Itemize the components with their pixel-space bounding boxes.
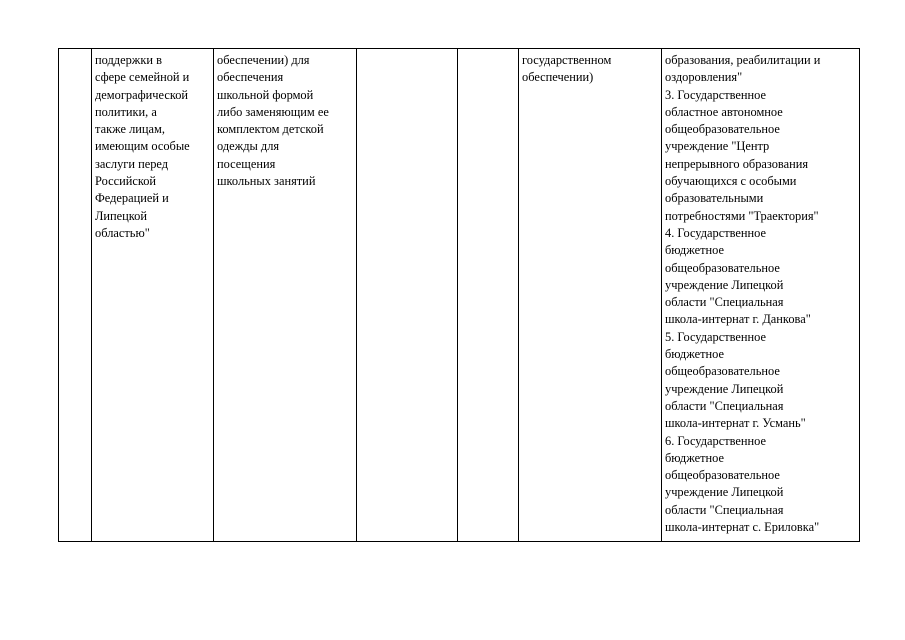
table-row bbox=[59, 49, 860, 542]
cell-line: сфере семейной и bbox=[95, 70, 190, 85]
cell-line: одежды для bbox=[217, 139, 280, 154]
cell-line: 3. Государственное bbox=[665, 87, 767, 102]
cell-line: области "Специальная bbox=[665, 502, 784, 517]
cell-line: государственном bbox=[522, 53, 612, 67]
cell-line: образовательными bbox=[665, 191, 764, 206]
cell-line: учреждение Липецкой bbox=[665, 277, 784, 292]
cell-line: посещения bbox=[217, 156, 276, 171]
cell-col1 bbox=[59, 49, 92, 542]
cell-line: Липецкой bbox=[95, 208, 148, 223]
cell-line: 4. Государственное bbox=[665, 225, 767, 240]
cell-line: демографической bbox=[95, 87, 189, 102]
cell-line: комплектом детской bbox=[217, 122, 324, 137]
cell-line: бюджетное bbox=[665, 450, 725, 465]
cell-line: общеобразовательное bbox=[665, 260, 780, 275]
cell-line: учреждение Липецкой bbox=[665, 381, 784, 396]
cell-line: области "Специальная bbox=[665, 295, 784, 310]
cell-line: политики, а bbox=[95, 104, 157, 119]
cell-col4 bbox=[357, 49, 458, 542]
cell-line: оздоровления" bbox=[665, 70, 743, 85]
cell-line: обучающихся с особыми bbox=[665, 174, 797, 189]
cell-line: потребностями "Траектория" bbox=[665, 208, 819, 223]
cell-line: общеобразовательное bbox=[665, 122, 780, 137]
cell-line: Федерацией и bbox=[95, 191, 169, 206]
document-table bbox=[58, 48, 860, 542]
cell-col2 bbox=[92, 49, 214, 542]
cell-line: обеспечении) bbox=[522, 70, 594, 85]
cell-line: заслуги перед bbox=[95, 156, 169, 171]
cell-line: обеспечения bbox=[217, 70, 284, 85]
cell-line: школа-интернат с. Ериловка" bbox=[665, 520, 820, 535]
cell-line: непрерывного образования bbox=[665, 156, 809, 171]
cell-line: областное автономное bbox=[665, 104, 783, 119]
cell-line: бюджетное bbox=[665, 243, 725, 258]
cell-col6 bbox=[519, 49, 662, 542]
cell-line: имеющим особые bbox=[95, 139, 190, 154]
cell-line: общеобразовательное bbox=[665, 468, 780, 483]
cell-line: Российской bbox=[95, 174, 157, 189]
cell-line: общеобразовательное bbox=[665, 364, 780, 379]
cell-line: бюджетное bbox=[665, 347, 725, 362]
cell-line: школа-интернат г. Данкова" bbox=[665, 312, 811, 327]
cell-col5 bbox=[458, 49, 519, 542]
cell-line: 6. Государственное bbox=[665, 433, 767, 448]
cell-line: либо заменяющим ее bbox=[217, 104, 329, 119]
cell-line: области "Специальная bbox=[665, 398, 784, 413]
cell-line: учреждение "Центр bbox=[665, 139, 770, 154]
cell-line: также лицам, bbox=[95, 122, 165, 137]
cell-line: образования, реабилитации и bbox=[665, 53, 821, 67]
cell-line: 5. Государственное bbox=[665, 329, 767, 344]
cell-line: школьных занятий bbox=[217, 174, 316, 189]
cell-col3 bbox=[214, 49, 357, 542]
cell-line: учреждение Липецкой bbox=[665, 485, 784, 500]
cell-line: областью" bbox=[95, 225, 150, 240]
cell-col7 bbox=[662, 49, 860, 542]
cell-line: школа-интернат г. Усмань" bbox=[665, 416, 806, 431]
cell-line: школьной формой bbox=[217, 87, 314, 102]
cell-line: поддержки в bbox=[95, 53, 162, 67]
cell-line: обеспечении) для bbox=[217, 53, 310, 67]
